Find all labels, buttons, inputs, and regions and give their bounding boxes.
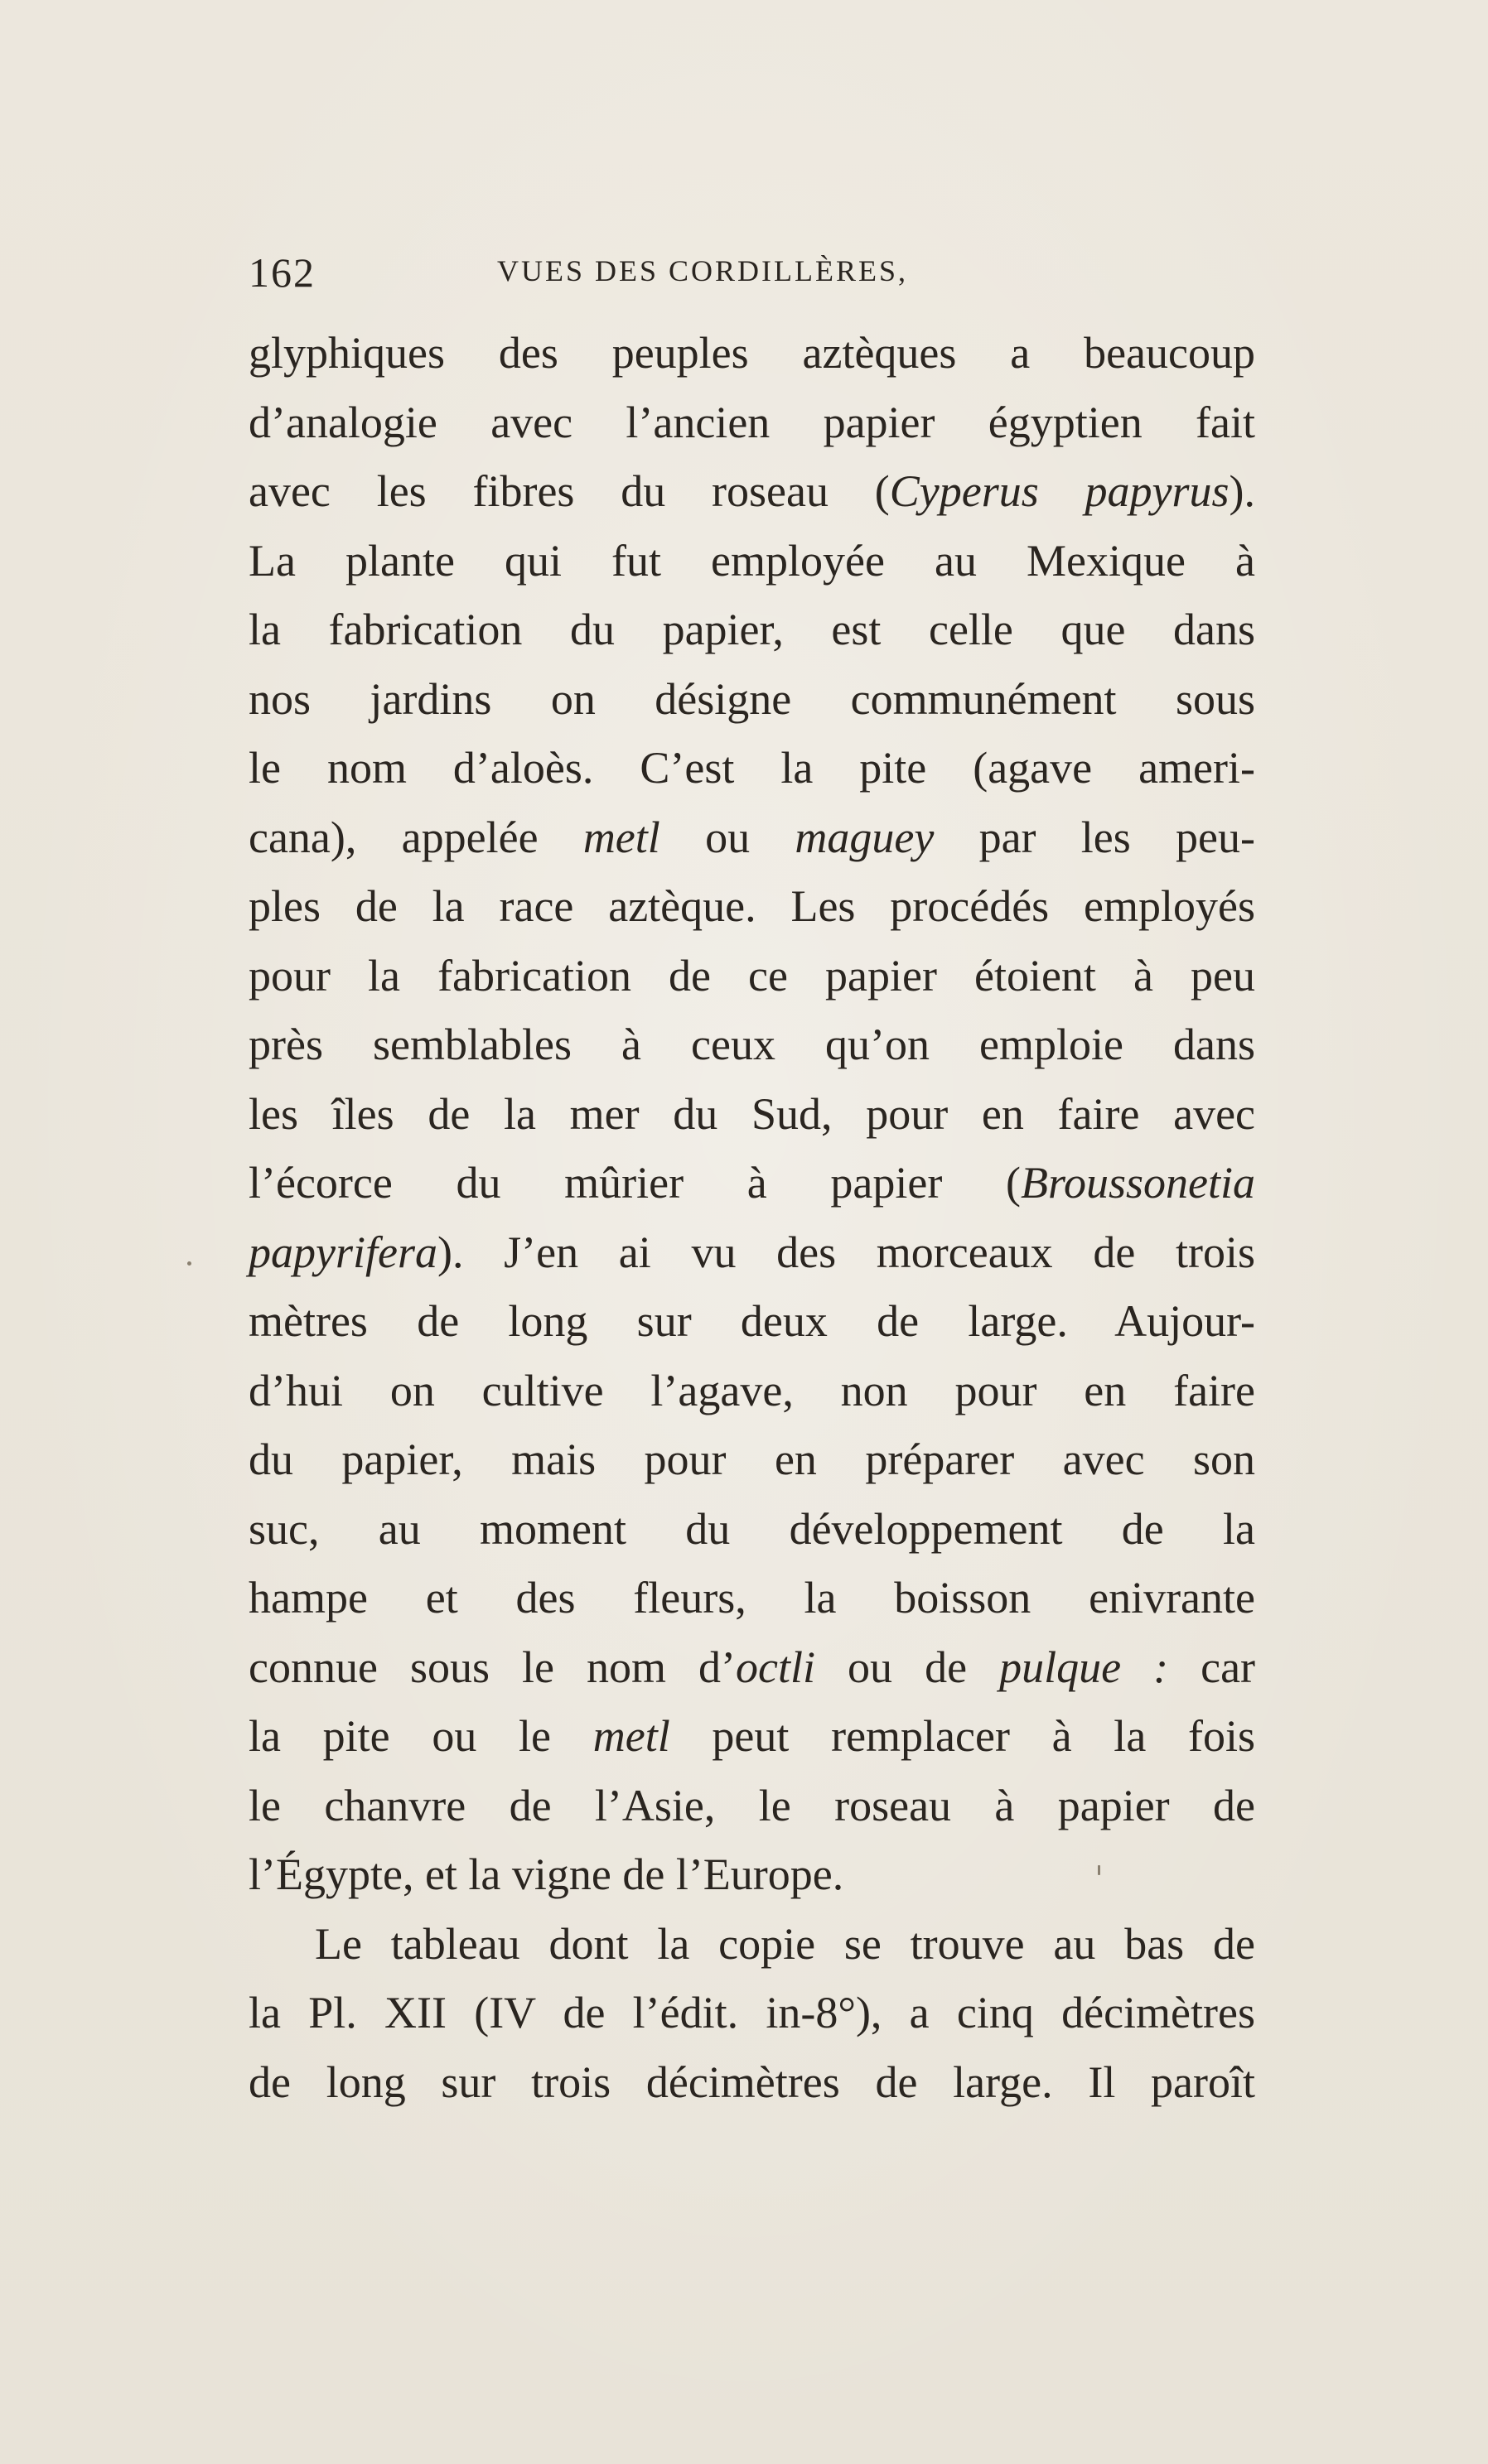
text-segment: près semblables à ceux qu’on emploie dans [249, 1020, 1255, 1069]
text-segment: car [1168, 1642, 1256, 1692]
text-segment: les îles de la mer du Sud, pour en faire avec [249, 1088, 1255, 1139]
text-line [249, 457, 1255, 527]
text-segment: la fabrication du papier, est celle que dans [249, 605, 1255, 654]
text-segment: La plante qui fut employée au Mexique à [249, 535, 1255, 586]
text-line [249, 1287, 1255, 1357]
text-line [249, 527, 1255, 596]
body-text [249, 319, 1255, 2117]
text-line [249, 319, 1255, 388]
italic-text: metl [592, 1711, 670, 1761]
text-segment: hampe et des fleurs, la boisson enivrante [249, 1573, 1255, 1623]
text-line [249, 2048, 1255, 2118]
text-segment: nos jardins on désigne communément sous [249, 673, 1255, 724]
text-segment: l’écorce du mûrier à papier ( [249, 1158, 1021, 1208]
text-segment: le nom d’aloès. C’est la pite (agave ameri- [249, 743, 1255, 793]
text-segment: ou de [815, 1642, 1000, 1692]
text-segment: de long sur trois décimètres de large. Il paroît [249, 2057, 1255, 2107]
text-segment: suc, au moment du développement de la [249, 1503, 1255, 1554]
page-header [249, 248, 1259, 298]
text-segment: la Pl. XII (IV de l’édit. in-8°), a cinq décimètres [249, 1988, 1255, 2037]
text-segment: avec les fibres du roseau ( [249, 466, 890, 516]
italic-text: papyrifera [249, 1227, 437, 1277]
running-head: VUES DES CORDILLÈRES, [497, 254, 909, 287]
text-line [249, 1357, 1255, 1426]
text-segment: ples de la race aztèque. Les procédés employés [249, 881, 1255, 931]
text-line [249, 1495, 1255, 1565]
text-segment: la pite ou le [249, 1711, 593, 1761]
text-segment: d’analogie avec l’ancien papier égyptien fait [249, 397, 1255, 447]
text-line [249, 1910, 1255, 1979]
text-segment: d’hui on cultive l’agave, non pour en faire [249, 1365, 1255, 1415]
text-segment: ou [659, 812, 795, 862]
text-line [249, 596, 1255, 665]
paper-speck [187, 1261, 191, 1266]
italic-text: maguey [795, 812, 935, 862]
text-line [249, 942, 1255, 1011]
italic-text: Broussonetia [1021, 1158, 1255, 1208]
text-line [249, 1840, 1255, 1910]
text-segment: par les peu- [934, 812, 1256, 862]
text-segment: ). [1229, 466, 1255, 516]
text-segment: cana), appelée [249, 812, 583, 862]
text-segment: Le tableau dont la copie se trouve au bas de [315, 1918, 1255, 1969]
text-segment: pour la fabrication de ce papier étoient à peu [249, 950, 1255, 1001]
text-line [249, 734, 1255, 803]
italic-text: pulque : [999, 1642, 1169, 1692]
italic-text: metl [582, 812, 660, 862]
text-line [249, 872, 1255, 942]
paper-speck [1098, 1865, 1100, 1875]
text-segment: le chanvre de l’Asie, le roseau à papier de [249, 1780, 1255, 1830]
text-segment: peut remplacer à la fois [669, 1711, 1255, 1761]
text-line [249, 1702, 1255, 1772]
text-segment: connue sous le nom d’ [249, 1642, 737, 1692]
text-segment: glyphiques des peuples aztèques a beaucoup [249, 328, 1255, 378]
text-line [249, 803, 1255, 873]
text-line [249, 1979, 1255, 2048]
italic-text: octli [736, 1642, 816, 1692]
text-line [249, 388, 1255, 458]
page-number: 162 [249, 249, 316, 296]
text-line [249, 1218, 1255, 1288]
text-line [249, 1772, 1255, 1841]
text-line [249, 1010, 1255, 1080]
text-line [249, 1564, 1255, 1633]
text-line [249, 1149, 1255, 1218]
text-segment: l’Égypte, et la vigne de l’Europe. [249, 1849, 844, 1899]
text-segment: mètres de long sur deux de large. Aujour- [249, 1296, 1255, 1346]
text-line [249, 665, 1255, 735]
text-line [249, 1080, 1255, 1150]
italic-text: Cyperus papyrus [889, 466, 1230, 516]
text-line [249, 1633, 1255, 1703]
text-line [249, 1425, 1255, 1495]
text-segment: du papier, mais pour en préparer avec son [249, 1435, 1255, 1484]
text-segment: ). J’en ai vu des morceaux de trois [437, 1227, 1255, 1277]
